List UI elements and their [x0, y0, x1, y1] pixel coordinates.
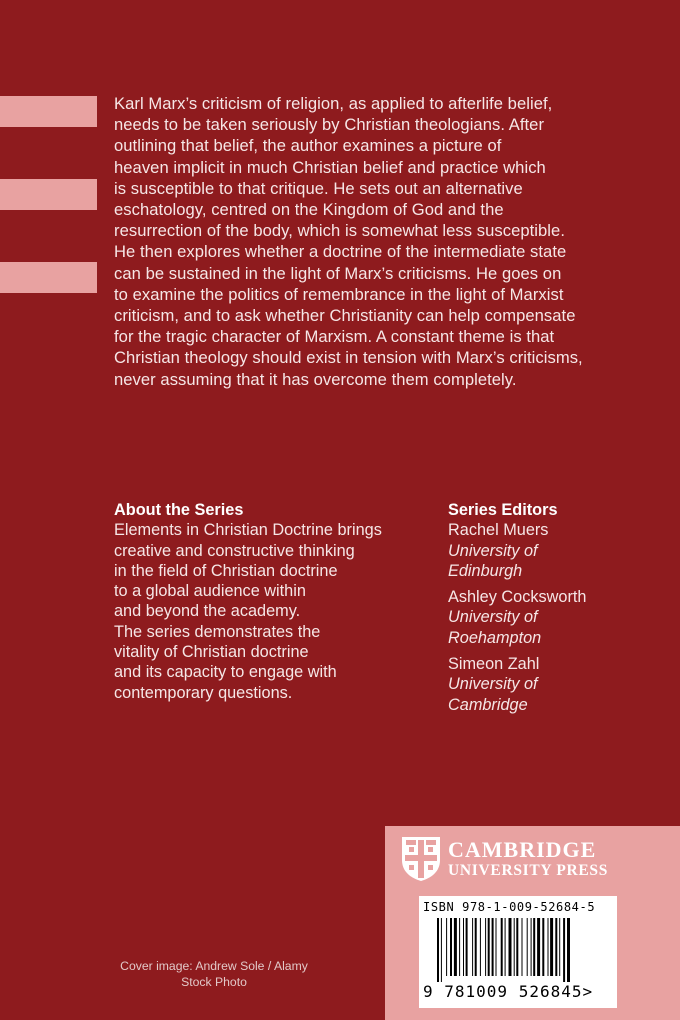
series-line: in the field of Christian doctrine	[114, 561, 338, 580]
series-line: Elements in Christian Doctrine brings	[114, 521, 382, 540]
series-line: and beyond the academy.	[114, 602, 301, 621]
editor-affiliation: University of	[448, 541, 538, 560]
editor-affiliation: Roehampton	[448, 628, 542, 647]
blurb-line: criticism, and to ask whether Christianity can help compensate	[114, 306, 576, 326]
editor-affiliation: University of	[448, 675, 538, 694]
blurb-line: resurrection of the body, which is somewhat less susceptible.	[114, 221, 565, 241]
cover-credit-line: Stock Photo	[181, 975, 247, 989]
barcode-digit-text: 9 781009 526845	[423, 982, 583, 1001]
series-line: and its capacity to engage with	[114, 663, 337, 682]
publisher-name-line1: CAMBRIDGE	[448, 837, 597, 862]
blurb-line: He then explores whether a doctrine of the intermediate state	[114, 242, 567, 262]
editor-affiliation: Edinburgh	[448, 561, 523, 580]
blurb-line: to examine the politics of remembrance in the light of Marxist	[114, 284, 564, 304]
cover-credit	[114, 958, 314, 990]
editor-affiliation: Cambridge	[448, 695, 528, 714]
series-editors	[448, 500, 668, 721]
blurb-line: eschatology, centred on the Kingdom of God and the	[114, 200, 504, 220]
editor-affiliation: University of	[448, 608, 538, 627]
accent-stripe-1	[0, 96, 97, 127]
book-blurb	[114, 93, 659, 390]
accent-stripe-2	[0, 179, 97, 210]
editor-name: Rachel Muers	[448, 521, 549, 540]
series-line: creative and constructive thinking	[114, 541, 355, 560]
series-line: vitality of Christian doctrine	[114, 643, 309, 662]
series-line: The series demonstrates the	[114, 622, 321, 641]
blurb-line: for the tragic character of Marxism. A constant theme is that	[114, 327, 555, 347]
editor-name: Simeon Zahl	[448, 655, 540, 674]
blurb-line: heaven implicit in much Christian belief and practice which	[114, 157, 546, 177]
cambridge-logo	[401, 836, 608, 882]
isbn-label: ISBN 978-1-009-52684-5	[423, 900, 596, 914]
blurb-line: is susceptible to that critique. He sets out an alternative	[114, 178, 523, 198]
barcode-bars	[437, 918, 605, 982]
series-line: contemporary questions.	[114, 683, 293, 702]
blurb-line: needs to be taken seriously by Christian theologians. After	[114, 115, 545, 135]
blurb-line: can be sustained in the light of Marx’s criticisms. He goes on	[114, 263, 562, 283]
accent-stripe-3	[0, 262, 97, 293]
editor-entry	[448, 654, 668, 715]
series-editors-heading: Series Editors	[448, 501, 558, 519]
publisher-name-line2: UNIVERSITY PRESS	[448, 862, 609, 879]
series-line: to a global audience within	[114, 582, 306, 601]
barcode-digits	[423, 982, 593, 1001]
blurb-line: Christian theology should exist in tension with Marx’s criticisms,	[114, 348, 583, 368]
editor-name: Ashley Cocksworth	[448, 588, 587, 607]
about-series-heading: About the Series	[114, 501, 244, 519]
barcode-end-mark: >	[582, 982, 594, 1001]
blurb-line: never assuming that it has overcome them completely.	[114, 369, 517, 389]
editor-entry	[448, 587, 668, 648]
isbn-barcode	[419, 896, 617, 1008]
blurb-line: outlining that belief, the author examines a picture of	[114, 136, 502, 156]
blurb-line: Karl Marx’s criticism of religion, as applied to afterlife belief,	[114, 94, 553, 113]
editor-entry	[448, 520, 668, 581]
publisher-panel	[385, 826, 680, 1020]
cover-credit-line: Cover image: Andrew Sole / Alamy	[120, 959, 308, 973]
cambridge-shield-icon	[401, 836, 441, 882]
about-series	[114, 500, 434, 703]
